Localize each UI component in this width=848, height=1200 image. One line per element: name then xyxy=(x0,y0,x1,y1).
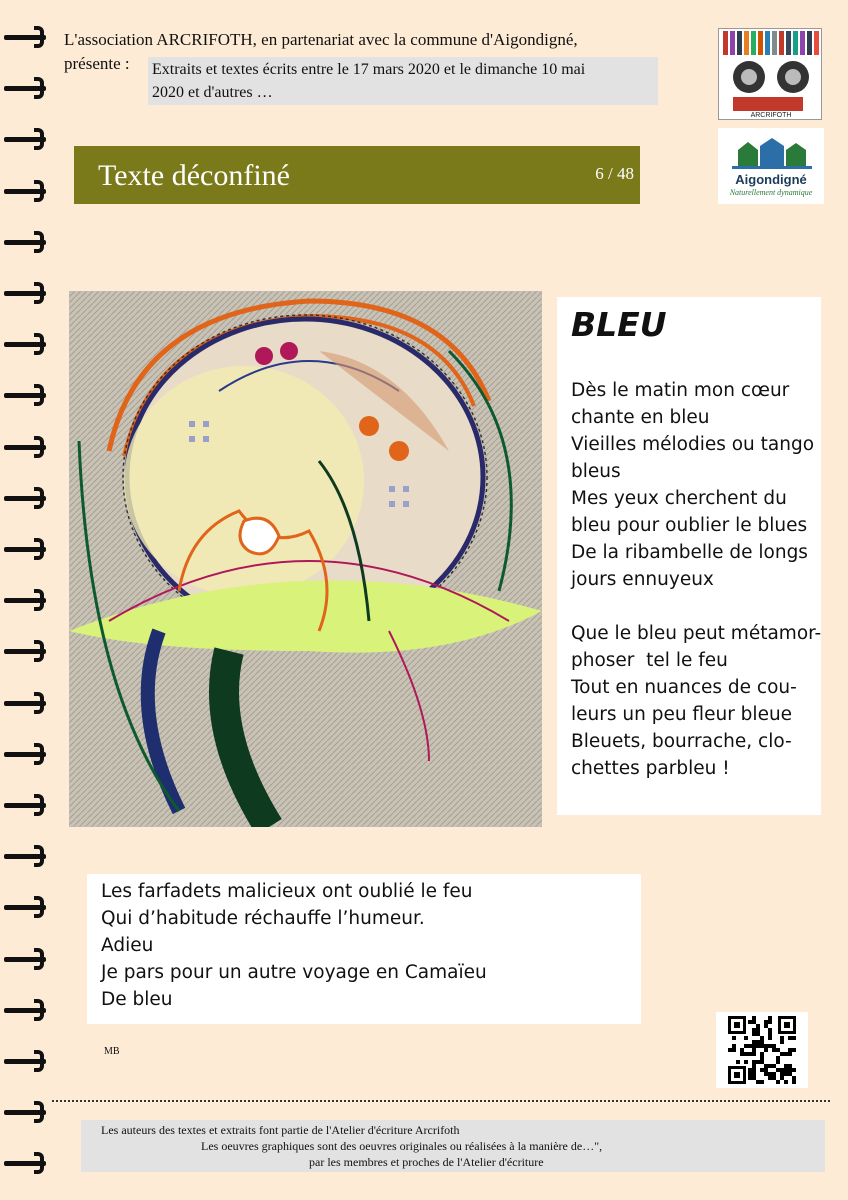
binding-ring xyxy=(4,692,46,714)
poem-line: Vieilles mélodies ou tango xyxy=(571,434,815,455)
binding-ring xyxy=(4,384,46,406)
binding-ring xyxy=(4,794,46,816)
arcrifoth-logo-text: ARCRIFOTH xyxy=(750,112,792,119)
poem-stanza-2 xyxy=(101,878,487,1013)
page-title: Texte déconfiné xyxy=(98,159,290,192)
poem-end-box xyxy=(87,874,641,1024)
binding-ring xyxy=(4,128,46,150)
dates-box xyxy=(148,57,658,105)
poem-box xyxy=(557,297,821,815)
binding-ring xyxy=(4,333,46,355)
poem-line: Qui d’habitude réchauffe l’humeur. xyxy=(101,908,425,929)
binding-ring xyxy=(4,1101,46,1123)
binding-ring xyxy=(4,1050,46,1072)
poem-line: Tout en nuances de cou- xyxy=(571,677,797,698)
author-initials: MB xyxy=(104,1046,120,1057)
dotted-separator xyxy=(52,1100,830,1102)
poem-line: jours ennuyeux xyxy=(571,569,714,590)
artwork-drawing xyxy=(69,291,542,827)
poem-line: Je pars pour un autre voyage en Camaïeu xyxy=(101,962,487,983)
poem-line: Adieu xyxy=(101,935,154,956)
binding-ring xyxy=(4,948,46,970)
binding-ring xyxy=(4,282,46,304)
pencils-icon xyxy=(723,31,819,55)
poem-line: Mes yeux cherchent du xyxy=(571,488,787,509)
poem-line: Dès le matin mon cœur xyxy=(571,380,790,401)
binding-ring xyxy=(4,999,46,1021)
binding-ring xyxy=(4,1152,46,1174)
aigondigne-logo xyxy=(718,128,824,204)
binding-ring xyxy=(4,896,46,918)
binding-ring xyxy=(4,538,46,560)
poem-line: Bleuets, bourrache, clo- xyxy=(571,731,792,752)
binding-ring xyxy=(4,77,46,99)
binding-ring xyxy=(4,487,46,509)
poem-line: De bleu xyxy=(101,989,173,1010)
poem-line: bleu pour oublier le blues xyxy=(571,515,808,536)
aigondigne-tagline: Naturellement dynamique xyxy=(729,188,813,197)
intro-text: L'association ARCRIFOTH, en partenariat avec la commune d'Aigondigné, xyxy=(64,30,578,49)
poem-line: chante en bleu xyxy=(571,407,710,428)
binding-ring xyxy=(4,640,46,662)
dates-line-1: Extraits et textes écrits entre le 17 mars 2020 et le dimanche 10 mai xyxy=(152,61,586,78)
spiral-binding xyxy=(0,0,52,1200)
binding-ring xyxy=(4,436,46,458)
binding-ring xyxy=(4,589,46,611)
footer-line-1: Les auteurs des textes et extraits font partie de l'Atelier d'écriture Arcrifoth xyxy=(101,1123,460,1137)
qr-code xyxy=(716,1012,808,1088)
aigondigne-name: Aigondigné xyxy=(735,172,807,187)
poem-title: BLEU xyxy=(571,305,667,344)
poem-line: phoser tel le feu xyxy=(571,650,728,671)
poem-line: chettes parbleu ! xyxy=(571,758,730,779)
poem-line: bleus xyxy=(571,461,621,482)
footer-line-2: Les oeuvres graphiques sont des oeuvres originales ou réalisées à la manière de…", xyxy=(201,1139,603,1153)
binding-ring xyxy=(4,180,46,202)
poem-line: Que le bleu peut métamor- xyxy=(571,623,822,644)
footer-box xyxy=(81,1120,825,1172)
poem-line: De la ribambelle de longs xyxy=(571,542,808,563)
binding-ring xyxy=(4,845,46,867)
binding-ring xyxy=(4,231,46,253)
poem-stanza-1 xyxy=(571,377,821,782)
dates-line-2: 2020 et d'autres … xyxy=(152,84,273,101)
arcrifoth-logo xyxy=(718,28,822,120)
footer-line-3: par les membres et proches de l'Atelier d'écriture xyxy=(309,1155,544,1169)
page-number: 6 / 48 xyxy=(595,164,634,183)
title-band xyxy=(74,146,640,204)
intro-presents: présente : xyxy=(64,54,130,73)
poem-blank-line xyxy=(571,593,821,620)
poem-line: Les farfadets malicieux ont oublié le feu xyxy=(101,881,473,902)
poem-line: leurs un peu fleur bleue xyxy=(571,704,793,725)
binding-ring xyxy=(4,26,46,48)
binding-ring xyxy=(4,743,46,765)
